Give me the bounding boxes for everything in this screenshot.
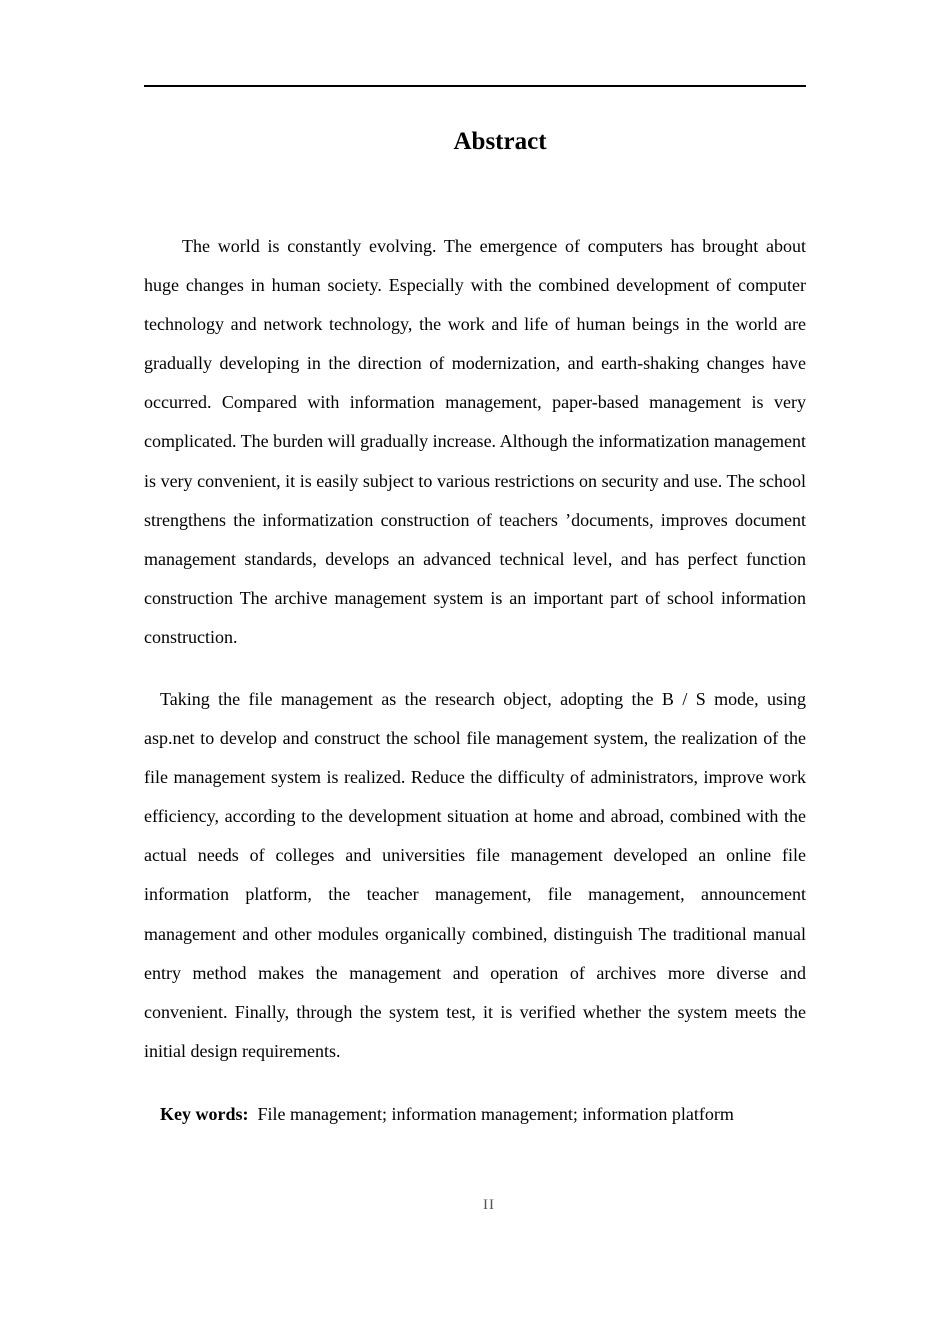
keywords-line xyxy=(160,1100,806,1128)
keywords-value: File management; information management; information platform xyxy=(257,1104,734,1124)
abstract-paragraph-1: The world is constantly evolving. The emergence of computers has brought about huge changes in human society. Especially with the combined development of computer technology and network technology, the work and life of human beings in the world are gradually developing in the direction of modernization, and earth-shaking changes have occurred. Compared with information management, paper-based management is very complicated. The burden will gradually increase. Although the informatization management is very convenient, it is easily subject to various restrictions on security and use. The school strengthens the informatization construction of teachers ’documents, improves document management standards, develops an advanced technical level, and has perfect function construction The archive management system is an important part of school information construction. xyxy=(144,236,806,647)
page-number: II xyxy=(483,1197,495,1213)
page-title: Abstract xyxy=(453,128,547,155)
keywords-label: Key words: xyxy=(160,1104,249,1124)
header-rule xyxy=(144,85,806,87)
abstract-paragraph-2: Taking the file management as the research object, adopting the B / S mode, using asp.net to develop and construct the school file management system, the realization of the file management system is realized. Reduce the difficulty of administrators, improve work efficiency, according to the development situation at home and abroad, combined with the actual needs of colleges and universities file management developed an online file information platform, the teacher management, file management, announcement management and other modules organically combined, distinguish The traditional manual entry method makes the management and operation of archives more diverse and convenient. Finally, through the system test, it is verified whether the system meets the initial design requirements. xyxy=(144,689,806,1061)
